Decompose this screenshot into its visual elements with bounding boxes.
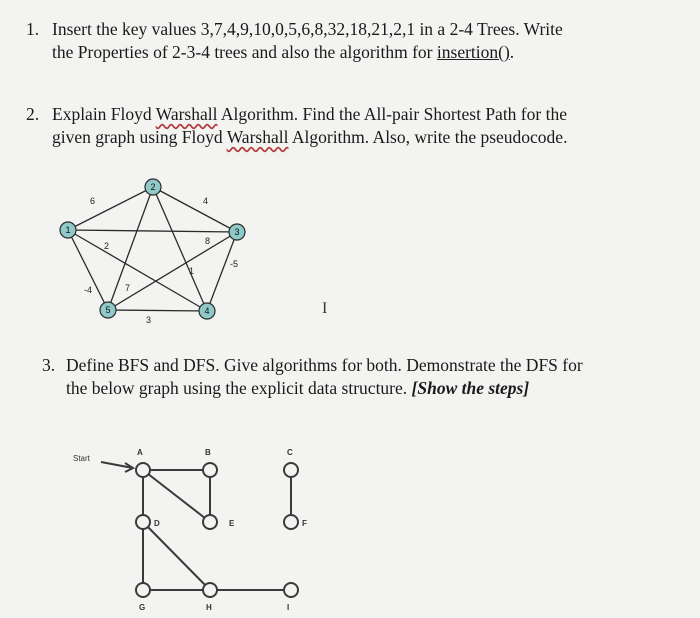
- floyd-warshall-graph: [50, 170, 260, 330]
- edge-d-h: [143, 522, 210, 590]
- node-1-label: 1: [65, 225, 71, 235]
- node-5-label: 5: [105, 305, 111, 315]
- question-3: [42, 354, 583, 400]
- question-3-line-1: Define BFS and DFS. Give algorithms for both. Demonstrate the DFS for: [66, 355, 583, 375]
- edge-2-5: [108, 187, 153, 310]
- node-2-label: 2: [150, 182, 156, 192]
- weight-1-5: -4: [84, 285, 93, 295]
- text-cursor-icon: I: [322, 300, 328, 317]
- question-2-line-1-pre: Explain Floyd: [52, 104, 156, 124]
- weight-3-5: 8: [205, 236, 211, 246]
- node-e: [203, 515, 217, 529]
- weight-1-3: 2: [104, 241, 110, 251]
- node-i: [284, 583, 298, 597]
- weight-2-5: 7: [125, 283, 131, 293]
- node-f: [284, 515, 298, 529]
- node-f-label: F: [302, 519, 307, 528]
- question-3-line-2: [66, 377, 583, 400]
- node-4-label: 4: [204, 306, 210, 316]
- question-2-line-1: [52, 103, 567, 126]
- question-2-line-2-post: Algorithm. Also, write the pseudocode.: [288, 127, 568, 147]
- question-2-number: 2.: [26, 104, 40, 124]
- node-a-label: A: [137, 448, 143, 457]
- node-h: [203, 583, 217, 597]
- edge-3-4: [207, 232, 237, 311]
- edge-2-4: [153, 187, 207, 311]
- edge-1-3: [68, 230, 237, 232]
- start-label: Start: [73, 454, 90, 463]
- node-g-label: G: [139, 603, 146, 612]
- question-1-line-2-text: the Properties of 2-3-4 trees and also the algorithm for: [52, 42, 437, 62]
- spellcheck-word-warshall-2: Warshall: [226, 127, 289, 147]
- weight-5-4: 3: [146, 315, 152, 325]
- node-d-label: D: [154, 519, 160, 528]
- node-b-label: B: [205, 448, 211, 457]
- question-3-number: 3.: [42, 355, 56, 375]
- node-c: [284, 463, 298, 477]
- node-c-label: C: [287, 448, 293, 457]
- edge-a-e: [143, 470, 210, 522]
- node-g: [136, 583, 150, 597]
- node-e-label: E: [229, 519, 235, 528]
- weight-3-4: -5: [230, 259, 239, 269]
- node-d: [136, 515, 150, 529]
- dfs-graph: [65, 440, 325, 618]
- node-i-label: I: [287, 603, 290, 612]
- node-a: [136, 463, 150, 477]
- node-h-label: H: [206, 603, 212, 612]
- edge-3-5: [108, 232, 237, 310]
- question-1-line-2: [52, 41, 563, 64]
- weight-2-4: 1: [189, 266, 195, 276]
- edge-5-4: [108, 310, 207, 311]
- weight-2-3: 4: [203, 196, 209, 206]
- question-1: [26, 18, 563, 64]
- node-b: [203, 463, 217, 477]
- question-2-line-2-pre: given graph using Floyd: [52, 127, 227, 147]
- insertion-function-name: insertion(): [436, 42, 510, 62]
- question-1-period: .: [509, 42, 515, 62]
- spellcheck-word-warshall: Warshall: [155, 104, 218, 124]
- question-2-line-1-post: Algorithm. Find the All-pair Shortest Path for the: [217, 104, 567, 124]
- question-2: [26, 103, 567, 149]
- graph1-nodes: [60, 179, 245, 319]
- show-steps-note: [Show the steps]: [411, 378, 530, 398]
- question-3-line-2-pre: the below graph using the explicit data structure.: [66, 378, 412, 398]
- question-1-number: 1.: [26, 19, 40, 39]
- node-3-label: 3: [234, 227, 240, 237]
- weight-1-2: 6: [90, 196, 96, 206]
- question-2-line-2: [52, 126, 567, 149]
- edge-2-3: [153, 187, 237, 232]
- question-1-line-1: Insert the key values 3,7,4,9,10,0,5,6,8,32,18,21,2,1 in a 2-4 Trees. Write: [52, 19, 563, 39]
